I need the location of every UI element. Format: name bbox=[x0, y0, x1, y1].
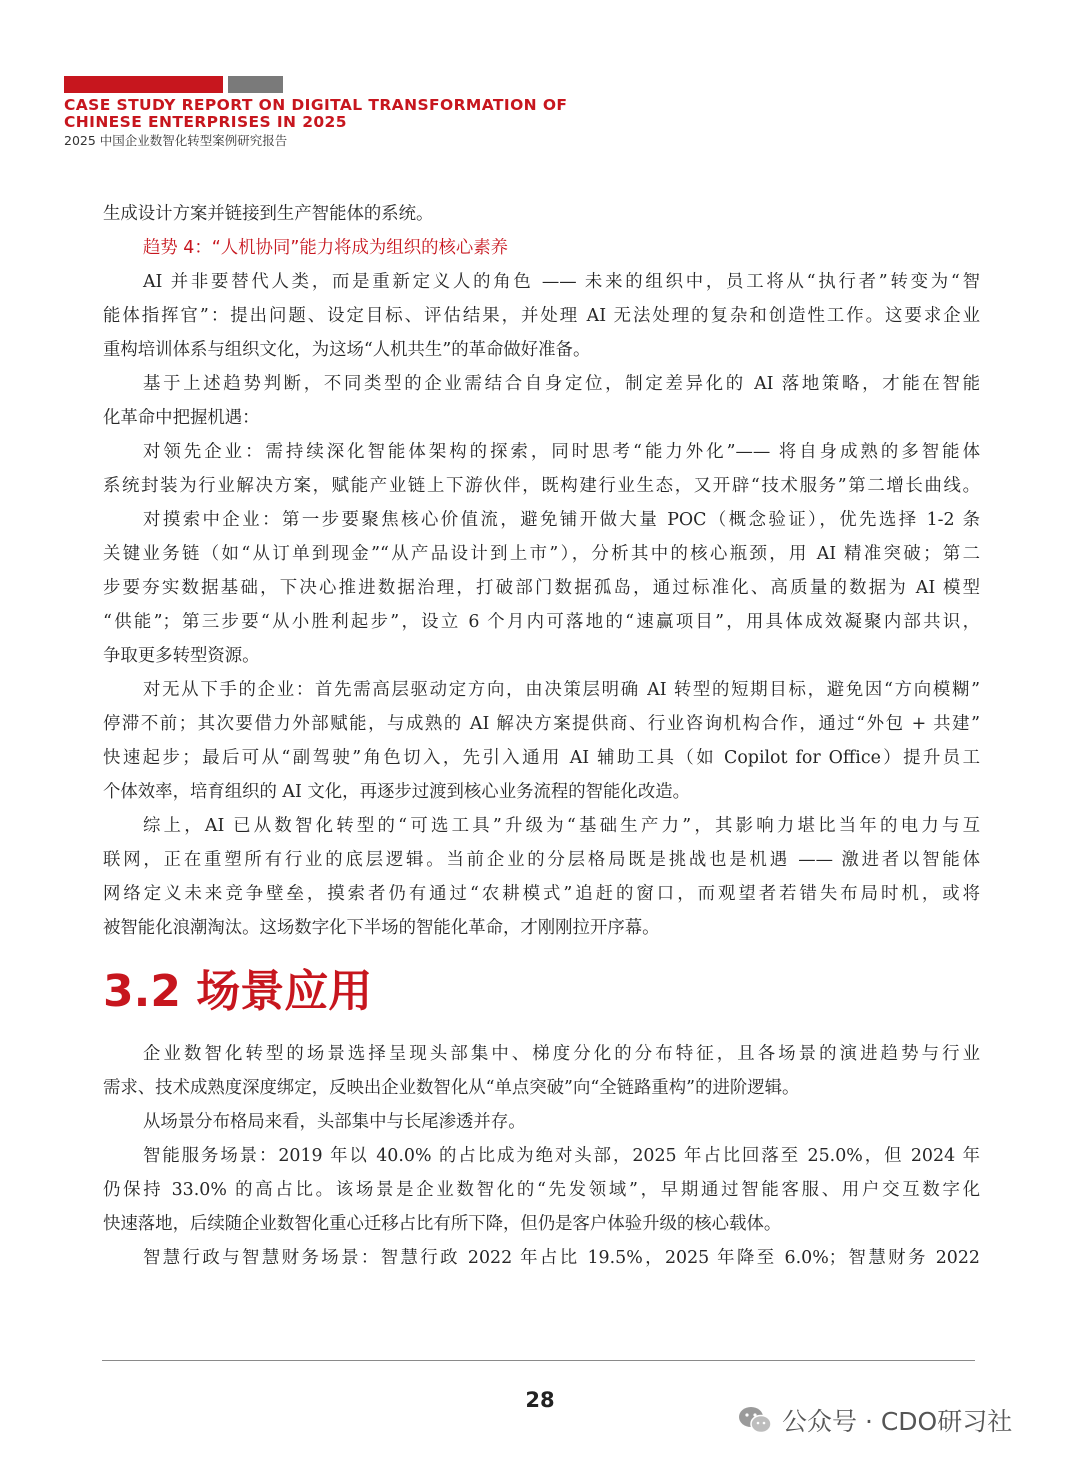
header-gray-bar bbox=[228, 76, 283, 93]
text-line: 对领先企业：需持续深化智能体架构的探索，同时思考“能力外化”—— 将自身成熟的多智能体 bbox=[143, 442, 980, 462]
text-line: 重构培训体系与组织文化，为这场“人机共生”的革命做好准备。 bbox=[103, 340, 591, 360]
text-line: 停滞不前；其次要借力外部赋能，与成熟的 AI 解决方案提供商、行业咨询机构合作，通过“外包 + 共建” bbox=[103, 714, 980, 734]
paragraph bbox=[103, 435, 980, 503]
text-line: 快速落地，后续随企业数智化重心迁移占比有所下降，但仍是客户体验升级的核心载体。 bbox=[103, 1214, 782, 1234]
page-number: 28 bbox=[525, 1388, 555, 1412]
report-title-en bbox=[64, 97, 624, 131]
wechat-icon bbox=[738, 1405, 772, 1435]
text-line: 个体效率，培育组织的 AI 文化，再逐步过渡到核心业务流程的智能化改造。 bbox=[103, 782, 690, 802]
report-title-en-line2: CHINESE ENTERPRISES IN 2025 bbox=[64, 113, 347, 131]
text-line: 化革命中把握机遇： bbox=[103, 408, 260, 428]
section-title: 3.2 场景应用 bbox=[103, 966, 373, 1017]
text-line: 从场景分布格局来看，头部集中与长尾渗透并存。 bbox=[143, 1112, 526, 1132]
text-line: 仍保持 33.0% 的高占比。该场景是企业数智化的“先发领域”，早期通过智能客服、用户交互数字化 bbox=[103, 1180, 980, 1200]
text-line: 生成设计方案并链接到生产智能体的系统。 bbox=[103, 204, 434, 224]
paragraph bbox=[103, 197, 980, 231]
text-line: 能体指挥官”：提出问题、设定目标、评估结果，并处理 AI 无法处理的复杂和创造性工作。这要求企业 bbox=[103, 306, 980, 326]
text-line: 步要夯实数据基础，下决心推进数据治理，打破部门数据孤岛，通过标准化、高质量的数据为 AI 模型 bbox=[103, 578, 980, 598]
text-line: AI 并非要替代人类，而是重新定义人的角色 —— 未来的组织中，员工将从“执行者”转变为“智 bbox=[143, 272, 980, 292]
text-line: “供能”；第三步要“从小胜利起步”，设立 6 个月内可落地的“速赢项目”，用具体成效凝聚内部共识， bbox=[103, 612, 980, 632]
text-line: 系统封装为行业解决方案，赋能产业链上下游伙伴，既构建行业生态，又开辟“技术服务”第二增长曲线。 bbox=[103, 476, 980, 496]
paragraph bbox=[103, 1037, 980, 1105]
watermark-text: 公众号 · CDO研习社 bbox=[782, 1407, 1013, 1436]
text-line: 需求、技术成熟度深度绑定，反映出企业数智化从“单点突破”向“全链路重构”的进阶逻辑。 bbox=[103, 1078, 800, 1098]
report-title-en-line1: CASE STUDY REPORT ON DIGITAL TRANSFORMATION OF bbox=[64, 96, 568, 114]
trend-heading: 趋势 4：“人机协同”能力将成为组织的核心素养 bbox=[143, 238, 509, 258]
paragraph bbox=[103, 265, 980, 367]
text-line: 智慧行政与智慧财务场景：智慧行政 2022 年占比 19.5%，2025 年降至 6.0%；智慧财务 2022 bbox=[143, 1248, 980, 1268]
text-line: 智能服务场景：2019 年以 40.0% 的占比成为绝对头部，2025 年占比回落至 25.0%，但 2024 年 bbox=[143, 1146, 980, 1166]
text-line: 基于上述趋势判断，不同类型的企业需结合自身定位，制定差异化的 AI 落地策略，才能在智能 bbox=[143, 374, 980, 394]
page-body bbox=[103, 197, 980, 1275]
text-line: 综上，AI 已从数智化转型的“可选工具”升级为“基础生产力”，其影响力堪比当年的电力与互 bbox=[143, 816, 980, 836]
paragraph bbox=[103, 673, 980, 809]
header-accent-bar bbox=[64, 76, 223, 93]
report-title-cn: 2025 中国企业数智化转型案例研究报告 bbox=[64, 133, 288, 148]
text-line: 被智能化浪潮淘汰。这场数字化下半场的智能化革命，才刚刚拉开序幕。 bbox=[103, 918, 660, 938]
text-line: 关键业务链（如“从订单到现金”“从产品设计到上市”），分析其中的核心瓶颈，用 AI 精准突破；第二 bbox=[103, 544, 980, 564]
paragraph bbox=[103, 1139, 980, 1241]
paragraph bbox=[103, 367, 980, 435]
text-line: 快速起步；最后可从“副驾驶”角色切入，先引入通用 AI 辅助工具（如 Copilot for Office）提升员工 bbox=[103, 748, 980, 768]
paragraph bbox=[103, 809, 980, 945]
text-line: 网络定义未来竞争壁垒，摸索者仍有通过“农耕模式”追赶的窗口，而观望者若错失布局时机，或将 bbox=[103, 884, 980, 904]
text-line: 对摸索中企业：第一步要聚焦核心价值流，避免铺开做大量 POC（概念验证），优先选择 1-2 条 bbox=[143, 510, 980, 530]
watermark bbox=[738, 1402, 1012, 1438]
text-line: 企业数智化转型的场景选择呈现头部集中、梯度分化的分布特征，且各场景的演进趋势与行业 bbox=[143, 1044, 980, 1064]
paragraph bbox=[103, 503, 980, 673]
text-line: 对无从下手的企业：首先需高层驱动定方向，由决策层明确 AI 转型的短期目标，避免因“方向模糊” bbox=[143, 680, 980, 700]
text-line: 联网，正在重塑所有行业的底层逻辑。当前企业的分层格局既是挑战也是机遇 —— 激进者以智能体 bbox=[103, 850, 980, 870]
text-line: 争取更多转型资源。 bbox=[103, 646, 260, 666]
footer-divider bbox=[102, 1360, 975, 1361]
paragraph bbox=[103, 1105, 980, 1139]
paragraph bbox=[103, 1241, 980, 1275]
